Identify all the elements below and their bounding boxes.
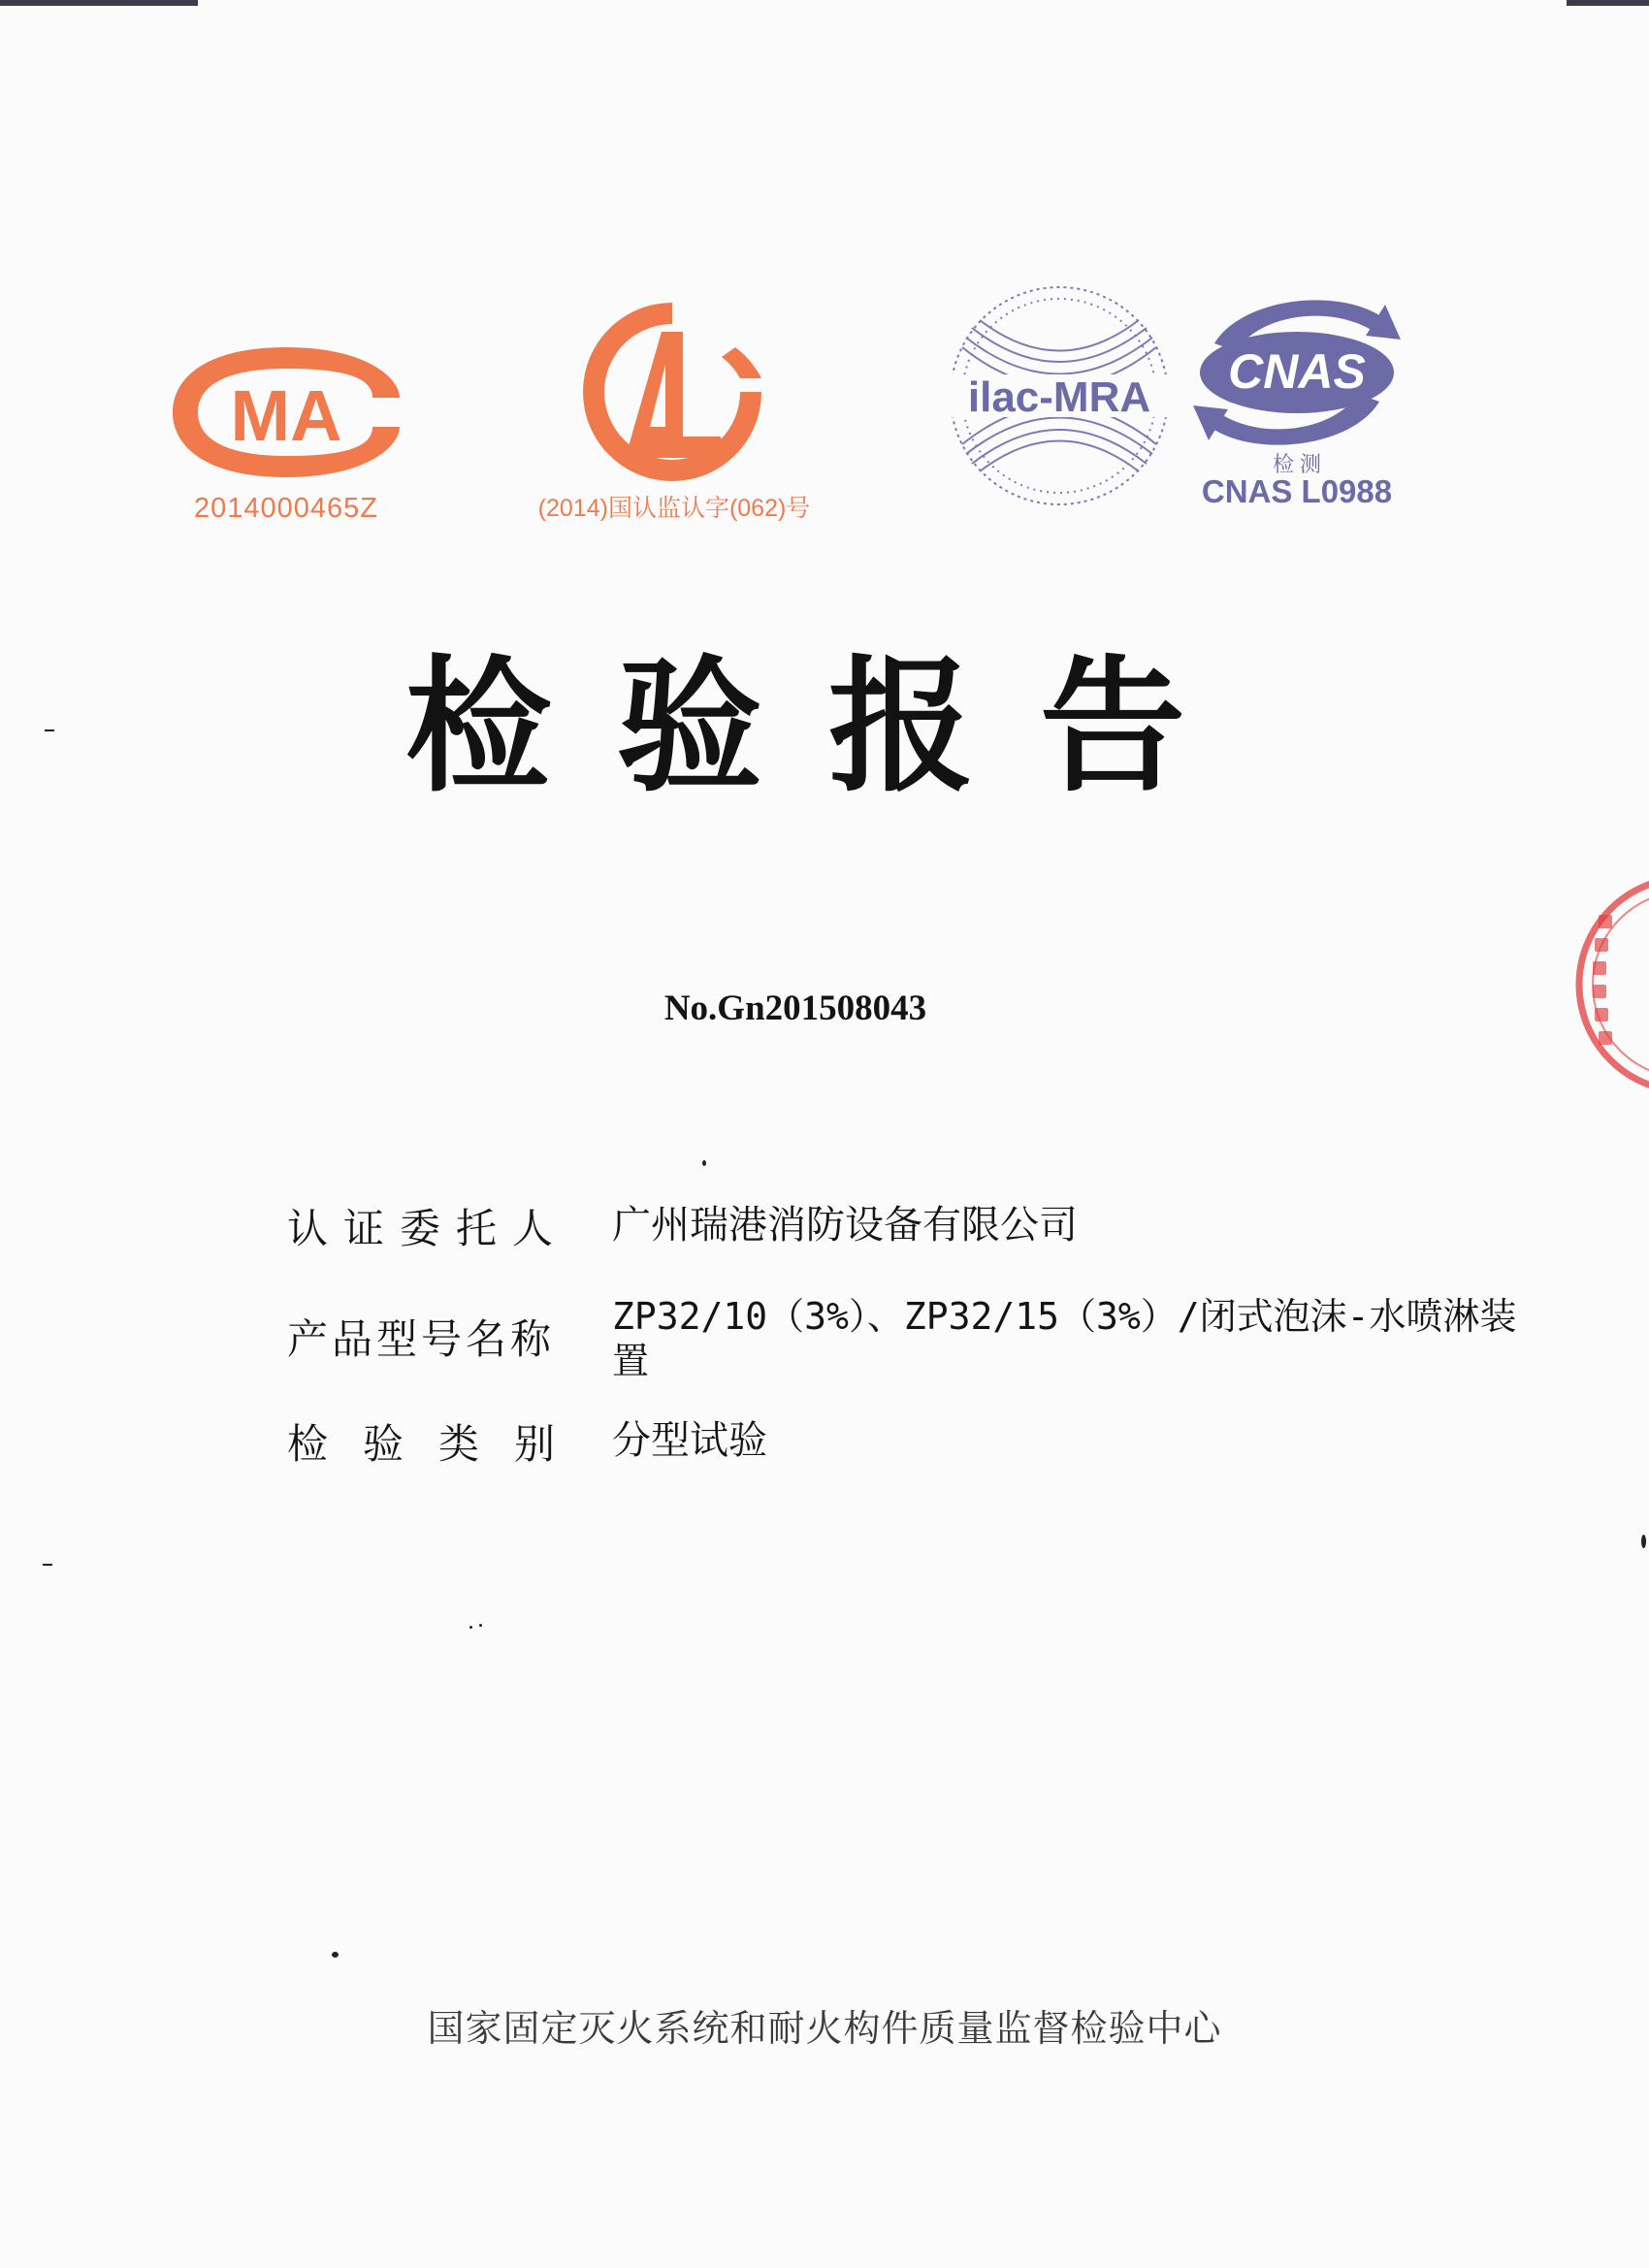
field-row-test-type [287,1418,1548,1471]
cal-logo [561,291,784,485]
report-number: No.Gn201508043 [663,988,927,1028]
scan-edge-artifact [0,0,1649,6]
scan-speck [469,1626,472,1629]
field-row-client [287,1203,1548,1255]
ilac-mra-logo [943,279,1176,512]
scan-speck [43,1564,52,1566]
issuing-organization: 国家固定灭火系统和耐火构件质量监督检验中心 [427,2007,1222,2050]
scan-speck [1641,1535,1646,1548]
report-info [287,1203,1548,1471]
scan-speck [45,729,54,731]
cal-code: (2014)国认监认字(062)号 [537,495,811,522]
red-seal-stamp [1540,868,1649,1101]
field-label-product: 产品型号名称 [287,1315,556,1363]
cma-mark-text: MA [230,375,342,456]
cnas-logo [1185,275,1408,470]
cma-logo [167,340,405,485]
field-value-product: ZP32/10（3%）、ZP32/15（3%）/闭式泡沫-水喷淋装置 [612,1295,1517,1382]
cnas-mark-text: CNAS [1228,344,1366,399]
ilac-mark-text: ilac-MRA [967,373,1151,421]
cnas-subtitle: 检 测 [1272,452,1322,476]
cnas-code: CNAS L0988 [1201,473,1393,509]
scan-speck [702,1160,706,1166]
field-label-client: 认证委托人 [287,1205,569,1252]
scan-speck [332,1952,339,1958]
field-label-test-type: 检验类别 [287,1420,591,1468]
field-value-client: 广州瑞港消防设备有限公司 [612,1203,1078,1247]
scan-speck [479,1624,482,1627]
field-row-product [287,1294,1548,1383]
report-title: 检验报告 [404,643,1251,812]
field-value-test-type: 分型试验 [612,1418,767,1463]
cma-code: 2014000465Z [194,493,378,524]
